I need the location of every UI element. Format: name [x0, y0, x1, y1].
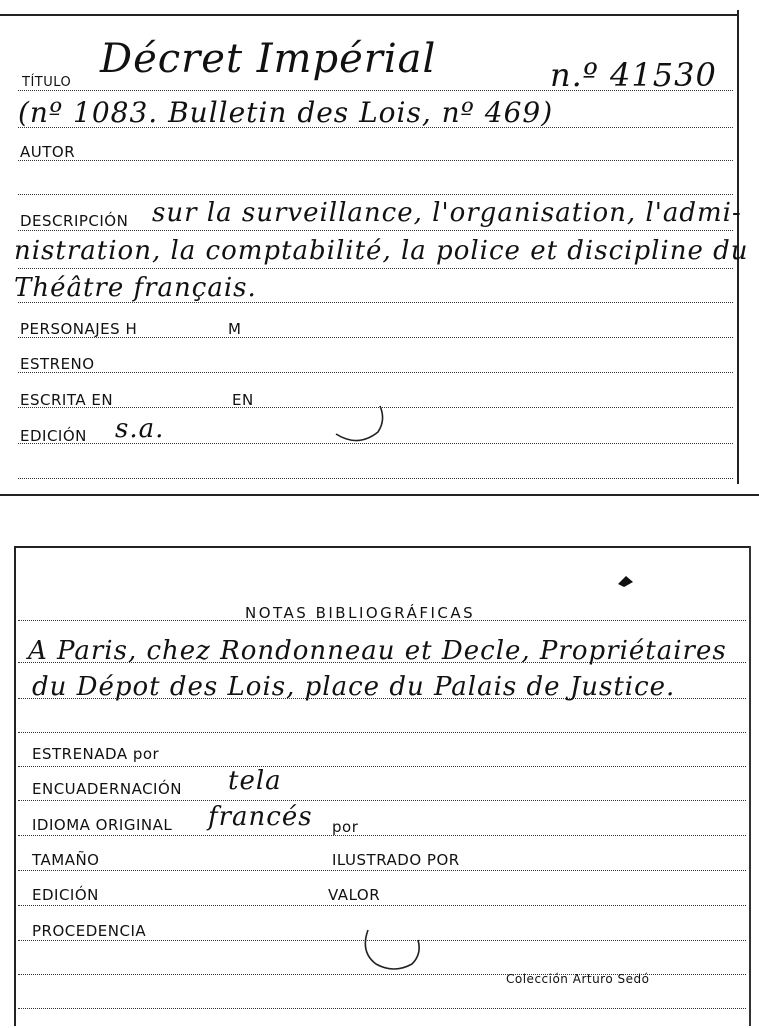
ruled-line — [18, 870, 746, 871]
card-top-edge — [0, 14, 737, 16]
escrita-en-label: ESCRITA EN — [20, 391, 114, 409]
ruled-line — [18, 835, 746, 836]
descripcion-line1-value: sur la surveillance, l'organisation, l'admi- — [152, 198, 742, 228]
estrenada-label: ESTRENADA por — [32, 745, 160, 763]
catalog-card-front — [0, 0, 759, 496]
card-right-edge — [749, 546, 751, 1026]
personajes-label: PERSONAJES H — [20, 320, 138, 338]
titulo-line2-value: (nº 1083. Bulletin des Lois, nº 469) — [18, 96, 554, 129]
numero-value: n.º 41530 — [550, 56, 717, 94]
card-left-edge — [14, 546, 16, 1026]
ruled-line — [18, 372, 733, 373]
notas-line1-value: A Paris, chez Rondonneau et Decle, Propriétaires — [28, 636, 727, 666]
ink-mark — [615, 572, 637, 590]
punch-hole-mark — [330, 396, 390, 446]
ruled-line — [18, 194, 733, 195]
idioma-value: francés — [208, 802, 313, 832]
edicion-value: s.a. — [115, 414, 165, 444]
card-top-edge — [14, 546, 749, 548]
ruled-line — [18, 478, 733, 479]
valor-label: VALOR — [328, 886, 381, 904]
encuadernacion-value: tela — [228, 766, 282, 796]
titulo-label: TÍTULO — [22, 75, 72, 90]
personajes-m-label: M — [228, 320, 242, 338]
ruled-line — [18, 268, 733, 269]
procedencia-label: PROCEDENCIA — [32, 922, 147, 940]
edicion-back-label: EDICIÓN — [32, 886, 99, 904]
ruled-line — [18, 230, 733, 231]
notas-title: NOTAS BIBLIOGRÁFICAS — [245, 604, 476, 622]
edicion-label: EDICIÓN — [20, 427, 87, 445]
en-label: EN — [232, 391, 254, 409]
catalog-card-back — [0, 540, 759, 1028]
ruled-line — [18, 1008, 746, 1009]
idioma-label: IDIOMA ORIGINAL — [32, 816, 173, 834]
coleccion-stamp: Colección Arturo Sedó — [506, 972, 650, 986]
estreno-label: ESTRENO — [20, 355, 95, 373]
descripcion-label: DESCRIPCIÓN — [20, 212, 129, 230]
ruled-line — [18, 905, 746, 906]
descripcion-line2-value: nistration, la comptabilité, la police et discipline du — [14, 236, 749, 266]
ruled-line — [18, 800, 746, 801]
tamano-label: TAMAÑO — [32, 851, 100, 869]
por-label: por — [332, 818, 359, 836]
ilustrado-label: ILUSTRADO POR — [332, 851, 460, 869]
descripcion-line3-value: Théâtre français. — [14, 273, 257, 303]
punch-hole-mark — [358, 924, 424, 976]
notas-line2-value: du Dépot des Lois, place du Palais de Justice. — [32, 672, 676, 702]
ruled-line — [18, 732, 746, 733]
autor-label: AUTOR — [20, 143, 76, 161]
ruled-line — [18, 766, 746, 767]
ruled-line — [18, 160, 733, 161]
titulo-value: Décret Impérial — [100, 36, 437, 82]
encuadernacion-label: ENCUADERNACIÓN — [32, 780, 183, 798]
